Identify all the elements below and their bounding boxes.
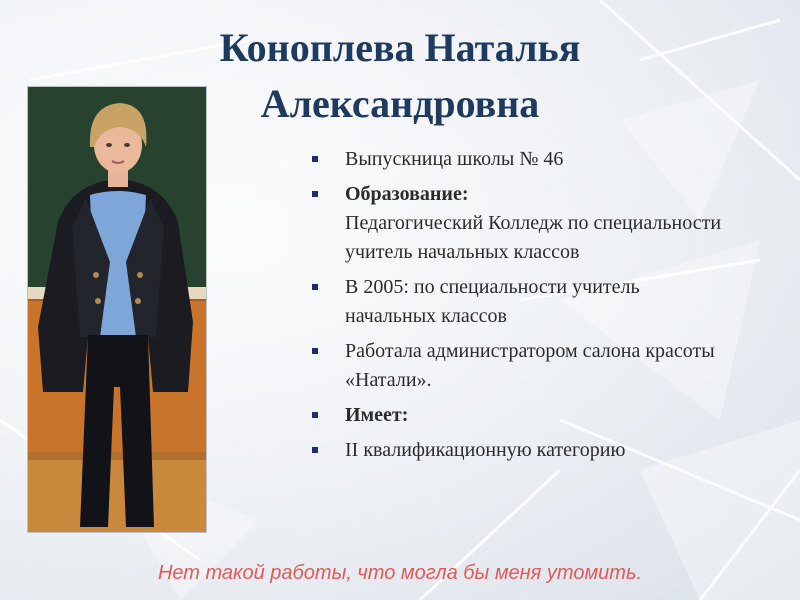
list-item [312,436,732,465]
item-text: Педагогический Колледж по специальности учитель начальных классов [345,212,722,263]
item-heading: Образование: [345,183,469,205]
page-title [150,20,650,132]
portrait-photo [28,87,206,532]
list-item [312,337,732,395]
title-line-2: Александровна [260,81,540,126]
info-list [312,145,732,471]
item-text: Работала администратором салона красоты «Натали». [345,340,715,391]
item-text: II квалификационную категорию [345,439,626,461]
bullet-square-icon [312,348,318,354]
list-item [312,273,732,331]
list-item [312,145,732,174]
motto-text: Нет такой работы, что могла бы меня утомить. [157,562,643,584]
bullet-square-icon [312,156,318,162]
bullet-square-icon [312,412,318,418]
item-text: Выпускница школы № 46 [345,148,564,170]
item-heading: Имеет: [345,404,409,426]
bullet-square-icon [312,447,318,453]
bullet-square-icon [312,191,318,197]
list-item [312,401,732,430]
bullet-square-icon [312,284,318,290]
item-text: В 2005: по специальности учитель начальных классов [345,276,640,327]
list-item [312,180,732,267]
title-line-1: Коноплева Наталья [219,25,581,70]
